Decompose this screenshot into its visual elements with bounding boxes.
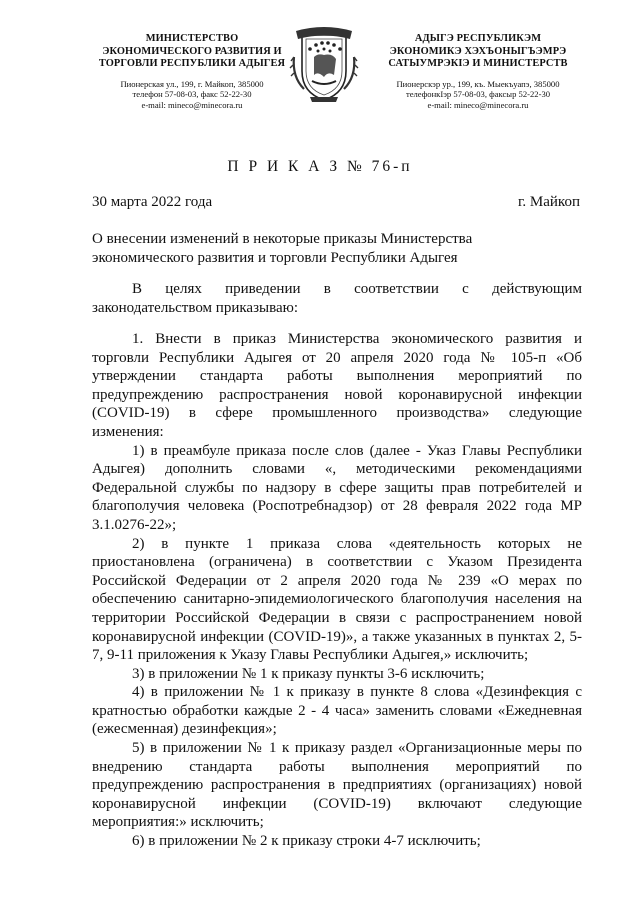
- order-item-line: Федеральной службы по надзору в сфере защиты прав потребителей и: [92, 479, 582, 496]
- order-item-line: 6) в приложении № 2 к приказу строки 4-7 исключить;: [132, 833, 481, 850]
- ministry-header-adyghe: [362, 33, 594, 111]
- order-item-line: 2) в пункте 1 приказа слова «деятельность которых не: [132, 535, 582, 552]
- ministry-title-russian: [84, 33, 300, 71]
- subject-line: экономического развития и торговли Республики Адыгея: [92, 249, 458, 266]
- order-item-line: изменения:: [92, 423, 164, 440]
- ministry-title-line: МИНИСТЕРСТВО: [145, 33, 239, 44]
- order-item-line: территории Российской Федерации в связи с распространением новой: [92, 609, 582, 626]
- ministry-header-russian: [84, 33, 300, 111]
- order-item-line: мероприятия:» исключить;: [92, 814, 264, 831]
- order-item-line: 4) в приложении № 1 к приказу в пункте 8 слова «Дезинфекция с: [132, 684, 582, 701]
- ministry-contacts-adyghe: [362, 79, 594, 111]
- order-item-line: (ежесменная) дезинфекция»;: [92, 721, 277, 738]
- order-item-line: коронавирусной инфекции (COVID-19)», а также указанных в пунктах 2, 5-: [92, 628, 582, 645]
- address-line: Пионерская ул., 199, г. Майкоп, 385000: [120, 78, 264, 89]
- order-item-paragraph: [92, 442, 582, 535]
- subject-line: О внесении изменений в некоторые приказы Министерства: [92, 231, 473, 247]
- phone-line: телефонкIэр 57-08-03, факсыр 52-22-30: [405, 89, 551, 100]
- order-item-line: 5) в приложении № 1 к приказу раздел «Организационные меры по: [132, 740, 582, 757]
- order-item-line: 1) в преамбуле приказа после слов (далее - Указ Главы Республики: [132, 442, 582, 459]
- ministry-title-adyghe: [362, 33, 594, 71]
- ministry-title-line: ЭКОНОМИКЭ ХЭХЪОНЫГЪЭМРЭ: [389, 45, 567, 57]
- order-items: [92, 330, 582, 851]
- order-item-line: 7, 9-11 приложения к Указу Главы Республики Адыгея,» исключить;: [92, 647, 529, 664]
- ministry-title-line: САТЫУМРЭКIЭ И МИНИСТЕРСТВ: [388, 58, 568, 70]
- email-line: e-mail: mineco@minecora.ru: [427, 99, 529, 110]
- order-item-paragraph: [92, 665, 582, 684]
- order-item-paragraph: [92, 739, 582, 832]
- order-title: П Р И К А З № 76-п: [227, 158, 413, 175]
- preamble-line: законодательством приказываю:: [92, 299, 298, 316]
- order-item-line: 1. Внести в приказ Министерства экономического развития и: [132, 331, 582, 347]
- order-item-line: 3.1.0276-22»;: [92, 516, 177, 533]
- order-item-line: внедрению стандарта работы выполнения мероприятий по: [92, 758, 582, 775]
- address-line: Пионерскэр ур., 199, къ. Мыекъуапэ, 385000: [396, 78, 560, 89]
- ministry-title-line: АДЫГЭ РЕСПУБЛИКЭМ: [414, 33, 542, 44]
- order-item-line: предупреждению распространения в предприятиях (организациях) новой: [92, 777, 582, 794]
- order-item-line: приостановлена (ограничена) в соответствии с Указом Президента: [92, 554, 582, 571]
- order-item-line: предупреждению распространения новой коронавирусной инфекции: [92, 386, 582, 403]
- email-line: e-mail: mineco@minecora.ru: [141, 99, 243, 110]
- order-item-line: кратностью обработки каждые 2 - 4 часа» заменить словами «Ежедневная: [92, 702, 582, 719]
- order-item-line: утверждении стандарта работы выполнения мероприятий по: [92, 368, 582, 385]
- order-item-line: (COVID-19) в сфере промышленного производства» следующие: [92, 405, 582, 422]
- order-item-paragraph: [92, 330, 582, 442]
- ministry-title-line: ТОРГОВЛИ РЕСПУБЛИКИ АДЫГЕЯ: [98, 58, 286, 70]
- order-item-paragraph: [92, 832, 582, 851]
- order-date: 30 марта 2022 года: [92, 194, 213, 210]
- order-item-paragraph: [92, 535, 582, 665]
- phone-line: телефон 57-08-03, факс 52-22-30: [132, 89, 252, 100]
- order-item-line: торговли Республики Адыгея от 20 апреля 2020 года № 105-п «Об: [92, 349, 582, 366]
- order-subject: [92, 230, 512, 267]
- order-item-paragraph: [92, 683, 582, 739]
- adygea-coat-of-arms-icon: [288, 27, 360, 103]
- order-item-line: Российской Федерации от 2 апреля 2020 года № 239 «О мерах по: [92, 572, 582, 589]
- order-item-line: коронавирусной инфекции (COVID-19) включают следующие: [92, 795, 582, 812]
- order-city: г. Майкоп: [517, 194, 580, 210]
- order-item-line: благополучия человека (Роспотребнадзор) от 28 февраля 2022 года МР: [92, 498, 582, 515]
- ministry-title-line: ЭКОНОМИЧЕСКОГО РАЗВИТИЯ И: [102, 45, 282, 57]
- order-preamble: [92, 280, 582, 317]
- order-item-line: обеспечению санитарно-эпидемиологического благополучия населения на: [92, 591, 582, 608]
- order-item-line: Адыгея) дополнить словами «, методическими рекомендациями: [92, 461, 582, 478]
- ministry-contacts-russian: [84, 79, 300, 111]
- preamble-line: В целях приведении в соответствии с действующим: [132, 281, 582, 297]
- order-item-line: 3) в приложении № 1 к приказу пункты 3-6 исключить;: [132, 665, 485, 682]
